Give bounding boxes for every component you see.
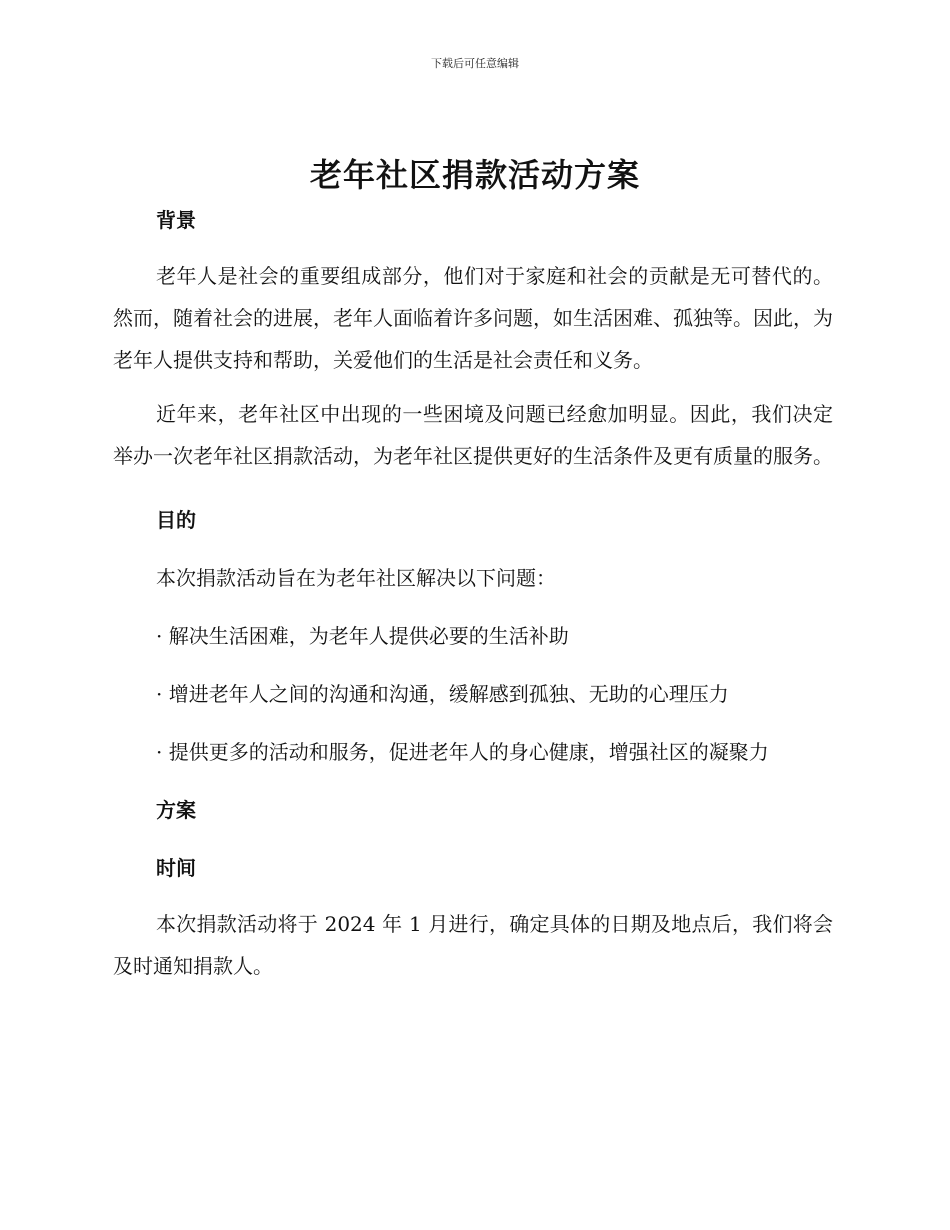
purpose-bullet: · 解决生活困难，为老年人提供必要的生活补助 (156, 624, 569, 648)
purpose-bullet: · 增进老年人之间的沟通和沟通，缓解感到孤独、无助的心理压力 (156, 682, 729, 706)
document-title: 老年社区捐款活动方案 (309, 156, 640, 194)
purpose-bullet: · 提供更多的活动和服务，促进老年人的身心健康，增强社区的凝聚力 (156, 740, 769, 764)
time-paragraph: 本次捐款活动将于 2024 年 1 月进行，确定具体的日期及地点后，我们将会及时通知捐款人。 (113, 912, 833, 978)
purpose-intro: 本次捐款活动旨在为老年社区解决以下问题： (156, 566, 556, 590)
section-heading-time: 时间 (156, 856, 196, 880)
section-heading-plan: 方案 (156, 798, 196, 822)
section-heading-purpose: 目的 (156, 508, 196, 532)
section-heading-background: 背景 (156, 208, 196, 232)
background-paragraph-2: 近年来，老年社区中出现的一些困境及问题已经愈加明显。因此，我们决定举办一次老年社区捐款活动，为老年社区提供更好的生活条件及更有质量的服务。 (113, 402, 833, 468)
header-note: 下载后可任意编辑 (431, 57, 519, 70)
background-paragraph-1: 老年人是社会的重要组成部分，他们对于家庭和社会的贡献是无可替代的。然而，随着社会的进展，老年人面临着许多问题，如生活困难、孤独等。因此，为老年人提供支持和帮助，关爱他们的生活是社会责任和义务。 (113, 264, 833, 372)
document-body (113, 205, 833, 987)
